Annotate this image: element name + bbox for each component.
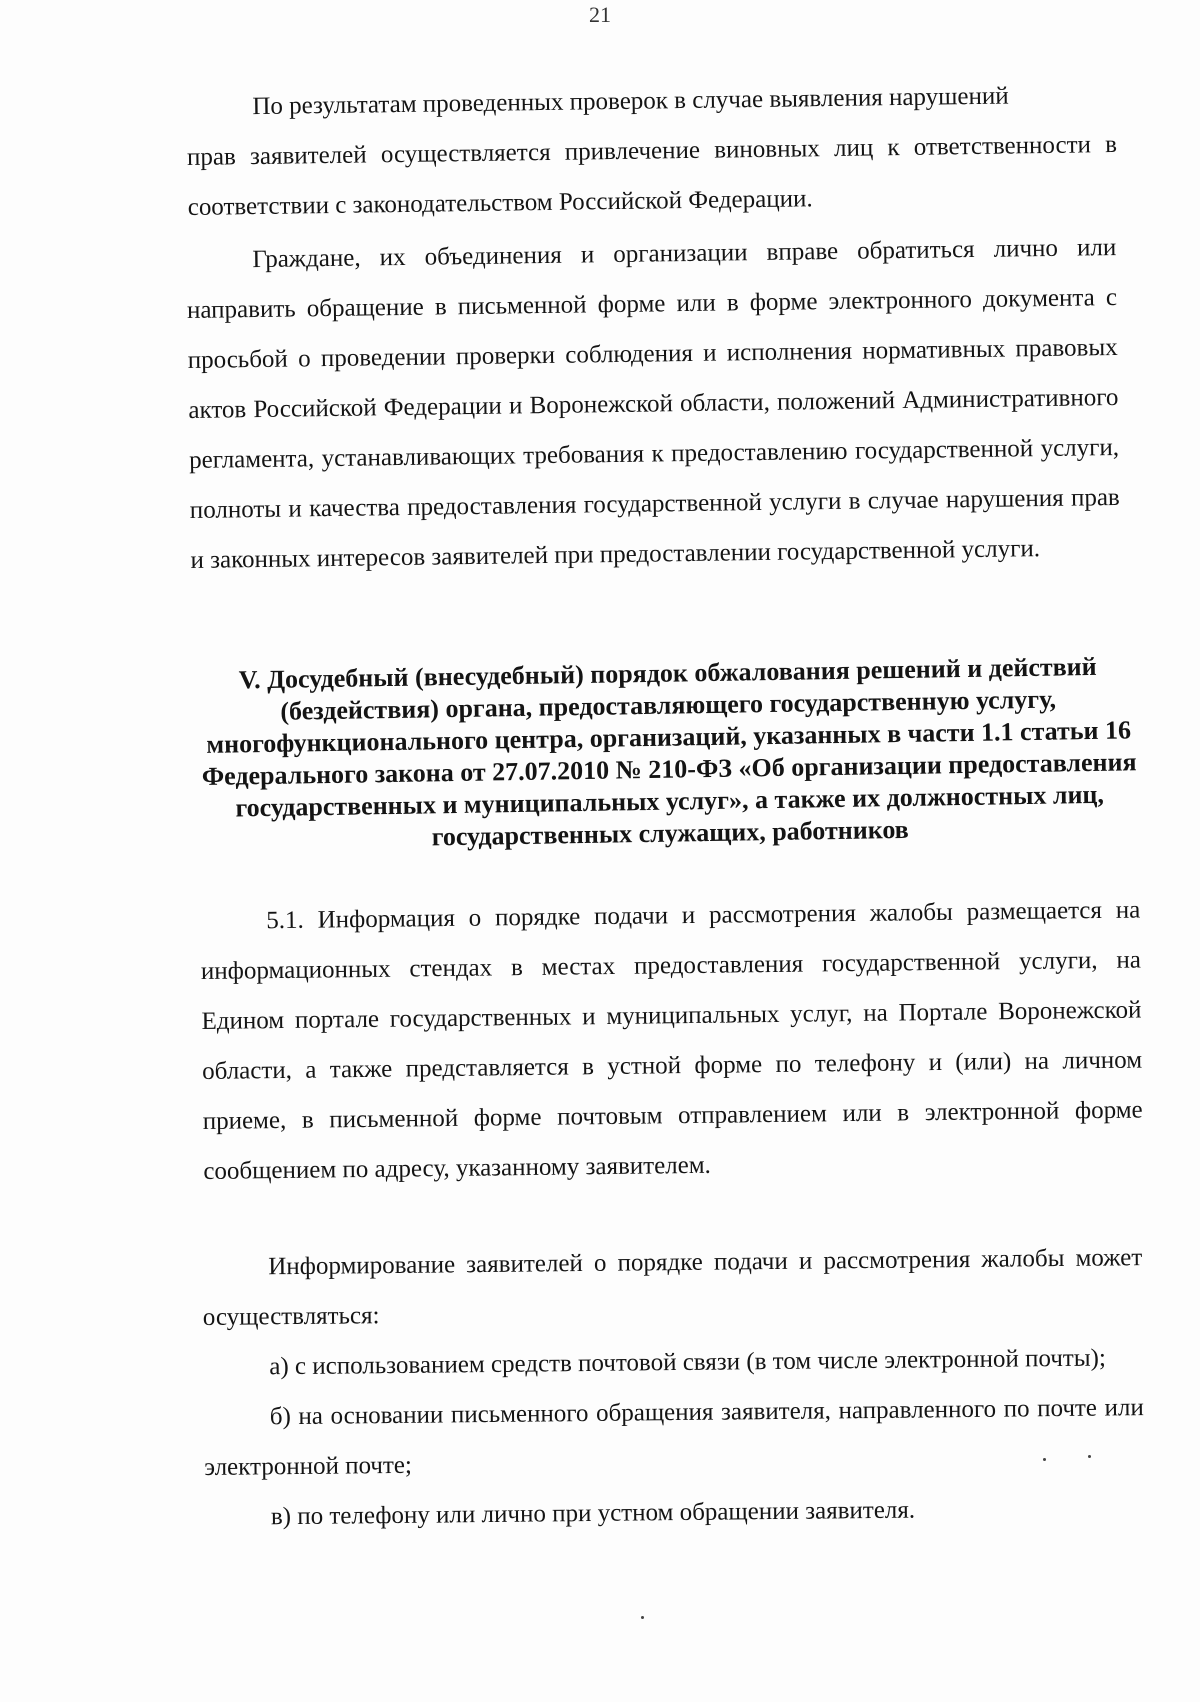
list-item-a: а) с использованием средств почтовой связи (в том числе электронной почты); xyxy=(269,1344,1106,1381)
paragraph-citizens-appeal xyxy=(186,223,1121,586)
section-heading: V. Досудебный (внесудебный) порядок обжалования решений и действий (бездействия) органа, предоставляющего государственную услугу, многофункционального центра, организаций, указанных в части 1.1 статьи 16 Федерального закона от 27.07.2010 № 210-ФЗ «Об организации предоставления государственных и муниципальных услуг», а также их должностных лиц, государственных служащих, работников xyxy=(201,651,1137,852)
page-number: 21 xyxy=(589,2,611,27)
paragraph-5-1 xyxy=(200,886,1144,1197)
scan-speck xyxy=(1043,1458,1046,1461)
list-item-c: в) по телефону или лично при устном обращении заявителя. xyxy=(270,1496,916,1531)
informing-list xyxy=(202,1233,1145,1543)
paragraph-inspection-results-rest: прав заявителей осуществляется привлечение виновных лиц к ответственности в соответствии с законодательством Российской Федерации. xyxy=(186,131,1118,221)
paragraph-citizens-appeal-text: Граждане, их объединения и организации вправе обратиться лично или направить обращение в письменной форме или в форме электронного документа с просьбой о проведении проверки соблюдения и исполнения нормативных правовых актов Российской Федерации и Воронежской области, положений Административного регламента, устанавливающих требования к предоставлению государственной услуги, полноты и качества предоставления государственной услуги в случае нарушения прав и законных интересов заявителей при предоставлении государственной услуги. xyxy=(186,234,1120,574)
paragraph-informing: Информирование заявителей о порядке подачи и рассмотрения жалобы может осуществляться: xyxy=(202,1244,1143,1331)
list-item-b: б) на основании письменного обращения заявителя, направленного по почте или электронной почте; xyxy=(204,1394,1144,1481)
paragraph-inspection-results-line1: По результатам проведенных проверок в случае выявления нарушений xyxy=(252,82,1009,121)
scan-speck xyxy=(641,1616,644,1619)
scan-speck xyxy=(1088,1455,1091,1458)
paragraph-5-1-text: 5.1. Информация о порядке подачи и рассмотрения жалобы размещается на информационных стендах в местах предоставления государственной услуги, на Едином портале государственных и муниципальных услуг, на Портале Воронежской области, а также представляется в устной форме по телефону и (или) на личном приеме, в письменной форме почтовым отправлением или в электронной форме сообщением по адресу, указанному заявителем. xyxy=(200,896,1143,1185)
paragraph-inspection-results xyxy=(186,70,1118,233)
